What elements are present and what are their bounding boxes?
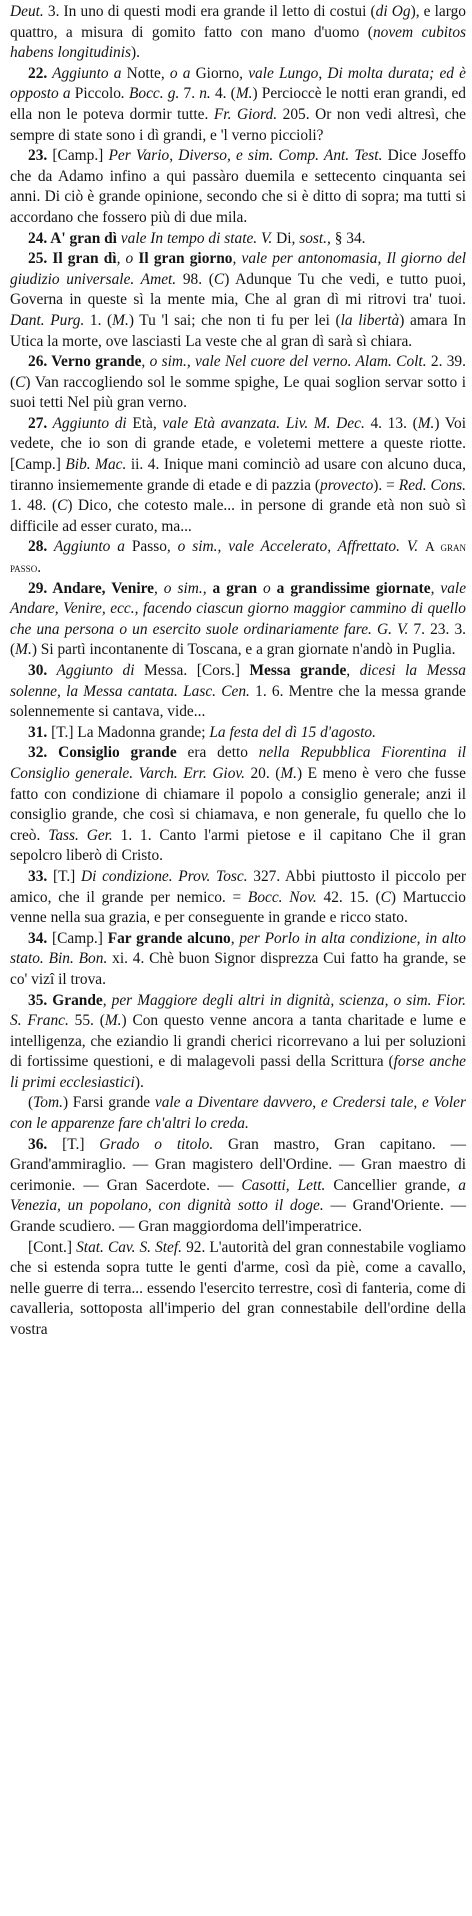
entry-text-segment: , vale Lungo, Di molta durata; ed è opposto a: [10, 64, 466, 103]
entry-text-segment: 24. A' gran dì: [28, 229, 117, 247]
entry-text-segment: ) Voi vedete, che io son di grande etade, e voletemi mettere a queste riotte. [Camp.]: [10, 414, 467, 474]
entry-text-segment: , sost.,: [291, 229, 331, 247]
entry-text-segment: forse anche li primi ecclesiastici: [10, 1053, 466, 1091]
entry-text-segment: Bocc. Nov.: [247, 888, 317, 906]
entry-text-segment: ii. 4. Inique mani cominciò ad usare con alcuno duca, tiranno insiememente grande di etade e di pazzia (: [10, 456, 466, 494]
entry-text-segment: Il gran giorno: [138, 250, 233, 268]
entry-text-segment: 22.: [28, 64, 48, 82]
entry-text-segment: n.: [199, 85, 211, 103]
entry-text-segment: , o a: [160, 64, 196, 82]
entry-text-segment: novem cubitos habens longitudinis: [10, 23, 466, 62]
entry-text-segment: 4. 13. (: [364, 414, 418, 432]
entry-text-segment: Stat. Cav. S. Stef.: [76, 1238, 183, 1256]
entry-25: [10, 249, 466, 352]
entry-text-segment: A gran passo: [10, 539, 466, 576]
entry-text-segment: Dant. Purg.: [10, 311, 85, 329]
entry-text-segment: [Camp.]: [47, 929, 108, 947]
entry-text-segment: 1. (: [84, 311, 113, 329]
entry-text-segment: Fr. Giord.: [213, 105, 278, 123]
entry-text-segment: 20. (: [244, 764, 281, 782]
entry-text-segment: a Venezia, un popolano, con dignità sotto il doge.: [10, 1176, 466, 1215]
entry-text-segment: 4. (: [210, 85, 236, 103]
entry-text-segment: Grado o titolo.: [99, 1135, 214, 1153]
entry-text-segment: M.: [235, 85, 253, 103]
entry-22: [10, 64, 466, 146]
entry-text-segment: 2. 39. (: [10, 353, 466, 391]
entry-text-segment: Aggiunto a: [47, 64, 127, 82]
entry-text-segment: M.: [104, 1012, 122, 1030]
entry-text-segment: , o sim., vale Accelerato, Affrettato. V.: [166, 538, 419, 556]
entry-text-segment: 7.: [179, 85, 200, 103]
entry-text-segment: Dice Joseffo che da Adamo infino a qui passàro duemila e settecento cinquanta sei anni. Di ciò è grande opinione, secondo che si è ditto di sopra; ma tutti si accordano che fossero più di due mila.: [10, 147, 467, 226]
entry-text-segment: ) E meno è vero che fusse fatto con condizione di chiamare il popolo a consiglio generale; anzi il consiglio grande, che così si chiamava, e non generale, fu quello che lo creò.: [10, 764, 467, 844]
entry-text-segment: — Grand'Oriente. — Grande scudiero. — Gran maggiordoma dell'imperatrice.: [10, 1197, 466, 1236]
entry-text-segment: provecto: [320, 476, 374, 494]
entry-text-segment: Casotti, Lett.: [241, 1176, 326, 1194]
entry-text-segment: [T.]: [47, 1135, 100, 1153]
entry-text-segment: ) Percioccè le notti eran grandi, ed ella non le poteva dormir tutte.: [10, 85, 466, 123]
entry-30: [10, 661, 466, 723]
entry-text-segment: M.: [112, 311, 129, 329]
entry-text-segment: o: [257, 579, 277, 597]
entry-text-segment: a grandissime giornate: [276, 579, 431, 597]
entry-text-segment: , o sim.,: [153, 579, 213, 597]
entry-36b: [10, 1238, 466, 1341]
entry-text-segment: 1. 1. Canto l'armi pietose e il capitano Che il gran sepolcro liberò di Cristo.: [10, 826, 466, 865]
entry-text-segment: ) Si partì incontanente di Toscana, e a gran giornate n'andò in Puglia.: [31, 641, 456, 659]
entry-text-segment: Piccolo: [74, 85, 121, 103]
entry-text-segment: 1. 6. Mentre che la messa grande solennemente si cantava, vide...: [10, 682, 466, 721]
entry-text-segment: La festa del dì 15 d'agosto.: [209, 723, 376, 741]
entry-text-segment: M.: [417, 414, 435, 432]
entry-text-segment: Deut.: [10, 3, 44, 20]
entry-text-segment: 30.: [28, 662, 48, 679]
entry-text-segment: [Camp.]: [47, 147, 109, 165]
entry-text-segment: 26. Verno grande: [28, 353, 142, 371]
entry-text-segment: 29. Andare, Venire: [28, 579, 154, 597]
entry-text-segment: nella Repubblica Fiorentina il Consiglio generale. Varch. Err. Giov.: [10, 744, 466, 782]
entry-text-segment: 27.: [28, 414, 48, 432]
entry-35b: [10, 1093, 466, 1134]
entry-text-segment: ).: [131, 44, 140, 62]
entry-text-segment: a gran: [212, 579, 258, 597]
entry-text-segment: 42. 15. (: [316, 888, 381, 906]
entry-text-segment: Aggiunto di: [47, 414, 133, 432]
entry-text-segment: era detto: [176, 744, 259, 762]
entry-text-segment: , vale per antonomasia, Il giorno del giudizio universale. Amet.: [10, 250, 466, 288]
entry-text-segment: C: [15, 373, 26, 391]
entry-text-segment: 23.: [28, 147, 48, 165]
entry-text-segment: , o sim., vale Nel cuore del verno. Alam. Colt.: [141, 353, 427, 371]
entry-text-segment: Per Vario, Diverso, e sim. Comp. Ant. Test.: [108, 147, 383, 165]
entry-24: [10, 229, 466, 250]
entry-text-segment: § 34.: [330, 229, 366, 247]
entry-text-segment: ) Farsi grande: [62, 1094, 155, 1112]
entry-text-segment: Passo: [131, 538, 167, 556]
entry-text-segment: , vale Età avanzata. Liv. M. Dec.: [152, 414, 365, 432]
entry-text-segment: Bib. Mac.: [65, 456, 127, 474]
entry-text-segment: Notte: [126, 64, 161, 82]
entry-text-segment: Di condizione. Prov. Tosc.: [81, 867, 248, 885]
entry-text-segment: Di: [272, 229, 292, 247]
entry-deut: [10, 2, 466, 64]
entry-29: [10, 579, 466, 661]
entry-text-segment: . Bocc. g.: [120, 85, 180, 103]
entry-text-segment: Far grande alcuno: [107, 929, 231, 947]
entry-23: [10, 146, 466, 228]
entry-text-segment: 92. L'autorità del gran connestabile vogliamo che si estenda sopra tutte le genti d'arme, così da piè, come a cavallo, nelle guerre di terra... essendo l'esercito terrestre, così di fanteria, come di cavalleria, sottoposta all'imperio del gran connestabile dell'ordine della vostra: [10, 1238, 466, 1338]
entry-text-segment: , per Maggiore degli altri in dignità, scienza, o sim. Fior. S. Franc.: [10, 991, 466, 1030]
entry-text-segment: Tom.: [33, 1094, 63, 1112]
entry-text-segment: C: [213, 270, 225, 288]
entry-34: [10, 929, 466, 991]
entry-text-segment: ). =: [373, 476, 399, 494]
entry-text-segment: 205. Or non vedi altresì, che sempre di state sono i dì grandi, e 'l verno piccioli?: [10, 105, 467, 144]
entry-text-segment: 55. (: [68, 1012, 105, 1030]
entry-text-segment: Tass. Ger.: [48, 826, 113, 844]
entry-text-segment: 7. 23. 3. (: [10, 620, 466, 659]
entry-text-segment: 327. Abbi piuttosto il piccolo per amico, che il grande per nemico. =: [10, 867, 466, 906]
entry-27: [10, 414, 466, 538]
entry-text-segment: 36.: [28, 1135, 48, 1153]
entry-text-segment: ).: [134, 1073, 144, 1091]
entry-text-segment: 31.: [28, 723, 48, 741]
entry-text-segment: [T.] La Madonna grande;: [47, 723, 210, 741]
entry-text-segment: ) Tu 'l sai; che non ti fu per lei (: [128, 311, 341, 329]
entry-31: [10, 723, 466, 744]
entry-text-segment: Età: [132, 414, 153, 432]
entry-text-segment: 35. Grande: [28, 991, 103, 1009]
entry-text-segment: 3. In uno di questi modi era grande il letto di costui (: [43, 3, 376, 20]
entry-text-segment: , per Porlo in alta condizione, in alto stato. Bin. Bon.: [10, 929, 466, 968]
entry-text-segment: vale a Diventare davvero, e Credersi tale, e Voler con le apparenze fare ch'altri lo creda.: [10, 1094, 467, 1133]
entry-text-segment: M.: [280, 764, 298, 782]
entry-text-segment: Messa. [Cors.]: [144, 662, 250, 679]
entry-text-segment: Aggiunto di: [47, 662, 145, 679]
entry-text-segment: ) Van raccogliendo sol le somme spighe, Le quai soglion servar sotto i suoi tetti Nel più gran verno.: [10, 373, 466, 412]
entry-text-segment: di Og: [375, 3, 411, 20]
entry-text-segment: 34.: [28, 929, 48, 947]
entry-text-segment: [Cont.]: [28, 1238, 77, 1256]
entry-text-segment: M.: [15, 641, 32, 659]
entry-text-segment: .: [37, 559, 42, 577]
entry-33: [10, 867, 466, 929]
entry-text-segment: Messa grande: [249, 662, 347, 679]
entry-text-segment: 32. Consiglio grande: [28, 744, 177, 762]
entry-text-segment: C: [57, 497, 68, 515]
entry-text-segment: , o: [116, 250, 139, 268]
entry-32: [10, 743, 466, 867]
entry-text-segment: 25. Il gran dì: [28, 250, 117, 268]
entry-text-segment: ) amara In Utica la morte, ove lasciasti La veste che al gran dì sarà sì chiara.: [10, 311, 467, 350]
entry-text-segment: vale In tempo di state. V.: [116, 229, 273, 247]
entry-36: [10, 1135, 466, 1238]
entry-text-segment: Cancellier grande,: [325, 1176, 459, 1194]
entry-text-segment: 98. (: [176, 270, 214, 288]
entry-text-segment: 33.: [28, 867, 48, 885]
entry-text-segment: la libertà: [340, 311, 400, 329]
entry-28: [10, 537, 466, 578]
entry-text-segment: 28.: [28, 538, 48, 556]
entry-text-segment: ) Dico, che cotesto male... in persone di grande età non suò sì difficile ad esser curato, ma...: [10, 497, 466, 535]
entry-26: [10, 352, 466, 414]
entry-35: [10, 991, 466, 1094]
entry-text-segment: , vale Andare, Venire, ecc., facendo ciascun giorno maggior cammino di quello che una persona o un esercito suole ordinariamente fare. G. V.: [10, 579, 467, 638]
entry-text-segment: Giorno: [195, 64, 240, 82]
entry-text-segment: , dicesi la Messa solenne, la Messa cantata. Lasc. Cen.: [10, 662, 466, 700]
entry-text-segment: [T.]: [47, 867, 81, 885]
entry-text-segment: xi. 4. Chè buon Signor disprezza Cui fatto ha grande, se co' vizî il trova.: [10, 950, 466, 988]
entry-text-segment: Gran mastro, Gran capitano. — Grand'ammiraglio. — Gran magistero dell'Ordine. — Gran maestro di cerimonie. — Gran Sacerdote. —: [10, 1135, 466, 1194]
entry-text-segment: ) Martuccio venne nella sua grazia, e per conseguente in grande e ricco stato.: [10, 888, 467, 927]
entry-text-segment: Aggiunto a: [47, 538, 132, 556]
entry-text-segment: ) Adunque Tu che vedi, e tutto puoi, Governa in queste sì la mente mia, Che al gran dì mi ritrovi tra' tuoi.: [10, 270, 467, 309]
entry-text-segment: Red. Cons.: [398, 476, 466, 494]
entry-text-segment: 1. 48. (: [10, 497, 58, 515]
entry-text-segment: (: [28, 1094, 34, 1112]
entry-text-segment: ), e largo quattro, a misura di gomito fatto con mano d'uomo (: [10, 3, 466, 41]
entry-text-segment: [418, 538, 425, 555]
entry-text-segment: ) Con questo venne ancora a tanta charitade e lume e intelligenza, che eziandio li grandi cherici ricorrevano a lui per soluzioni di fortissime questioni, e di malagevoli passi della Scrittura (: [10, 1012, 466, 1071]
entry-text-segment: C: [380, 888, 391, 906]
